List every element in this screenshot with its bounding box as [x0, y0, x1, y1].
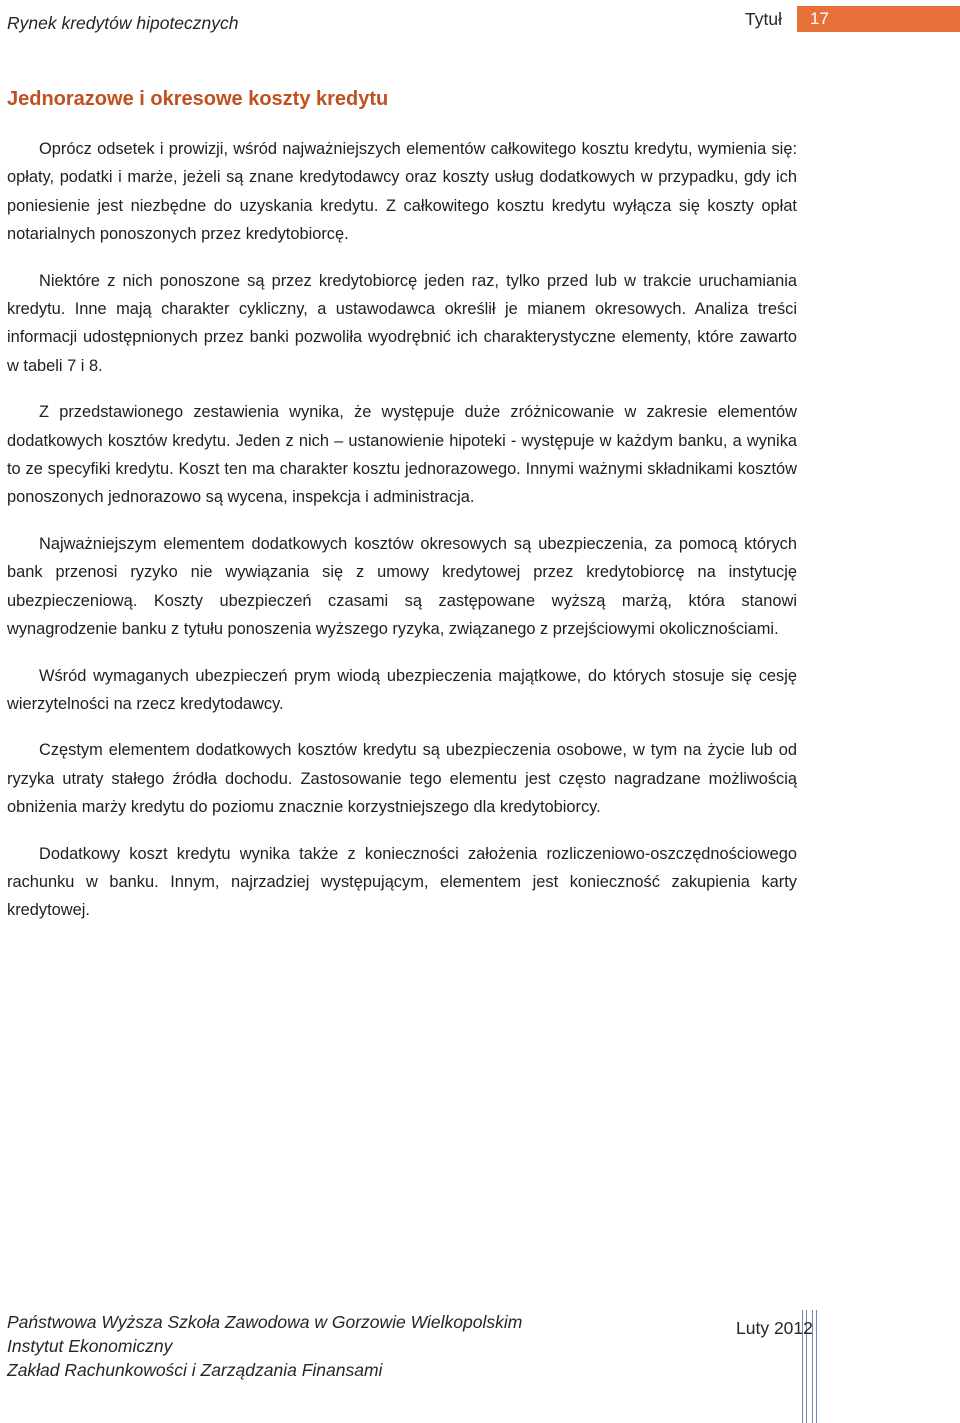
section-heading: Jednorazowe i okresowe koszty kredytu	[7, 88, 389, 110]
paragraph-6: Częstym elementem dodatkowych kosztów kredytu są ubezpieczenia osobowe, w tym na życie lub od ryzyka utraty stałego źródła dochodu. Zastosowanie tego elementu jest często nagradzane możliwością obniżenia marży kredytu do poziomu znacznie korzystniejszego dla kredytobiorcy.	[7, 741, 797, 817]
footer-line-institute: Instytut Ekonomiczny	[7, 1336, 173, 1356]
footer-date: Luty 2012	[736, 1318, 813, 1338]
paragraph-7: Dodatkowy koszt kredytu wynika także z konieczności założenia rozliczeniowo-oszczędnościowego rachunku w banku. Innym, najrzadziej występującym, elementem jest konieczność zakupienia karty kredytowej.	[7, 844, 797, 920]
paragraph-1: Oprócz odsetek i prowizji, wśród najważniejszych elementów całkowitego kosztu kredytu, wymienia się: opłaty, podatki i marże, jeżeli są znane kredytodawcy oraz koszty usług dodatkowych w przypadku, gdy ich poniesienie jest niezbędne do uzyskania kredytu. Z całkowitego kosztu kredytu wyłącza się koszty opłat notarialnych ponoszonych przez kredytobiorcę.	[7, 140, 797, 244]
paragraph-4: Najważniejszym elementem dodatkowych kosztów okresowych są ubezpieczenia, za pomocą których bank przenosi ryzyko nie wywiązania się z umowy kredytowej przez kredytobiorcę na instytucję ubezpieczeniową. Koszty ubezpieczeń czasami są zastępowane wyższą marżą, która stanowi wynagrodzenie banku z tytułu ponoszenia wyższego ryzyka, związanego z przejściowymi okolicznościami.	[7, 534, 797, 639]
footer-line-department: Zakład Rachunkowości i Zarządzania Finansami	[7, 1360, 383, 1380]
page-footer	[7, 1310, 960, 1423]
footer-line-school: Państwowa Wyższa Szkoła Zawodowa w Gorzowie Wielkopolskim	[7, 1312, 523, 1332]
page-number-badge: 17	[797, 6, 960, 32]
page-header	[0, 0, 960, 40]
main-content	[7, 88, 797, 943]
header-right-label: Tytuł	[745, 9, 782, 29]
paragraph-2: Niektóre z nich ponoszone są przez kredytobiorcę jeden raz, tylko przed lub w trakcie uruchamiania kredytu. Inne mają charakter cykliczny, a ustawodawca określił je mianem okresowych. Analiza treści informacji udostępnionych przez banki pozwoliła wyodrębnić ich charakterystyczne elementy, które zawarto w tabeli 7 i 8.	[7, 271, 797, 375]
paragraph-3: Z przedstawionego zestawienia wynika, że występuje duże zróżnicowanie w zakresie elementów dodatkowych kosztów kredytu. Jeden z nich – ustanowienie hipoteki - występuje w każdym banku, a wynika to ze specyfiki kredytu. Koszt ten ma charakter kosztu jednorazowego. Innymi ważnymi składnikami kosztów ponoszonych jednorazowo są wycena, inspekcja i administracja.	[7, 403, 797, 507]
paragraph-5: Wśród wymaganych ubezpieczeń prym wiodą ubezpieczenia majątkowe, do których stosuje się cesję wierzytelności na rzecz kredytodawcy.	[7, 666, 797, 713]
header-title: Rynek kredytów hipotecznych	[7, 13, 239, 33]
